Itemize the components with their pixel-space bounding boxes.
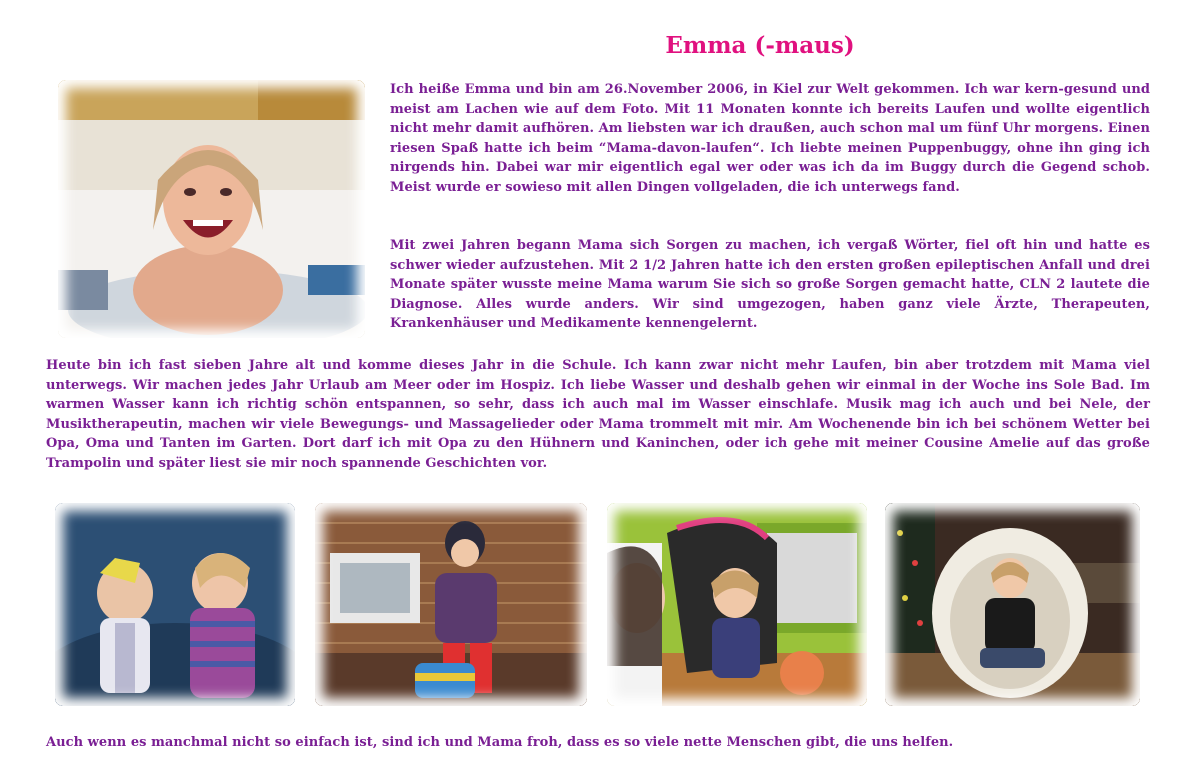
photo-emma-bathtub bbox=[58, 80, 365, 338]
page-title: Emma (-maus) bbox=[665, 32, 855, 59]
photo-trampoline bbox=[55, 503, 295, 706]
paragraph-closing: Auch wenn es manchmal nicht so einfach ist, sind ich und Mama froh, dass es so viele nette Menschen gibt, die uns helfen. bbox=[46, 735, 954, 750]
photo-egg-chair bbox=[885, 503, 1140, 706]
paragraph-today: Heute bin ich fast sieben Jahre alt und komme dieses Jahr in die Schule. Ich kann zwar nicht mehr Laufen, bin aber trotzdem mit Mama viel unterwegs. Wir machen jedes Jahr Urlaub am Meer oder im Hospiz. Ich liebe Wasser und deshalb gehen wir einmal in der Woche ins Sole Bad. Im warmen Wasser kann ich richtig schön entspannen, so sehr, dass ich auch mal im Wasser einschlafe. Musik mag ich auch und bei Nele, der Musiktherapeutin, machen wir viele Bewegungs- und Massagelieder oder Mama trommelt mit mir. Am Wochenende bin ich bei schönem Wetter bei Opa, Oma und Tanten im Garten. Dort darf ich mit Opa zu den Hühnern und Kaninchen, oder ich gehe mit meiner Cousine Amelie auf das große Trampolin und später liest sie mir noch spannende Geschichten vor. bbox=[46, 358, 1150, 471]
photo-winter-drum bbox=[315, 503, 587, 706]
paragraph-diagnosis: Mit zwei Jahren begann Mama sich Sorgen zu machen, ich vergaß Wörter, fiel oft hin und hatte es schwer wieder aufzustehen. Mit 2 1/2 Jahren hatte ich den ersten großen epileptischen Anfall und drei Monate später wusste meine Mama warum Sie sich so große Sorgen gemacht hatte, CLN 2 lautete die Diagnose. Alles wurde anders. Wir sind umgezogen, haben ganz viele Ärzte, Therapeuten, Krankenhäuser und Medikamente kennengelernt. bbox=[390, 238, 1150, 331]
photo-wheelchair-play bbox=[607, 503, 867, 706]
paragraph-intro: Ich heiße Emma und bin am 26.November 2006, in Kiel zur Welt gekommen. Ich war kern-gesund und meist am Lachen wie auf dem Foto. Mit 11 Monaten konnte ich bereits Laufen und wollte eigentlich nicht mehr damit aufhören. Am liebsten war ich draußen, auch schon mal um fünf Uhr morgens. Einen riesen Spaß hatte ich beim “Mama-davon-laufen“. Ich liebte meinen Puppenbuggy, ohne ihn ging ich nirgends hin. Dabei war mir eigentlich egal wer oder was ich da im Buggy durch die Gegend schob. Meist wurde er sowieso mit allen Dingen vollgeladen, die ich unterwegs fand. bbox=[390, 82, 1150, 195]
